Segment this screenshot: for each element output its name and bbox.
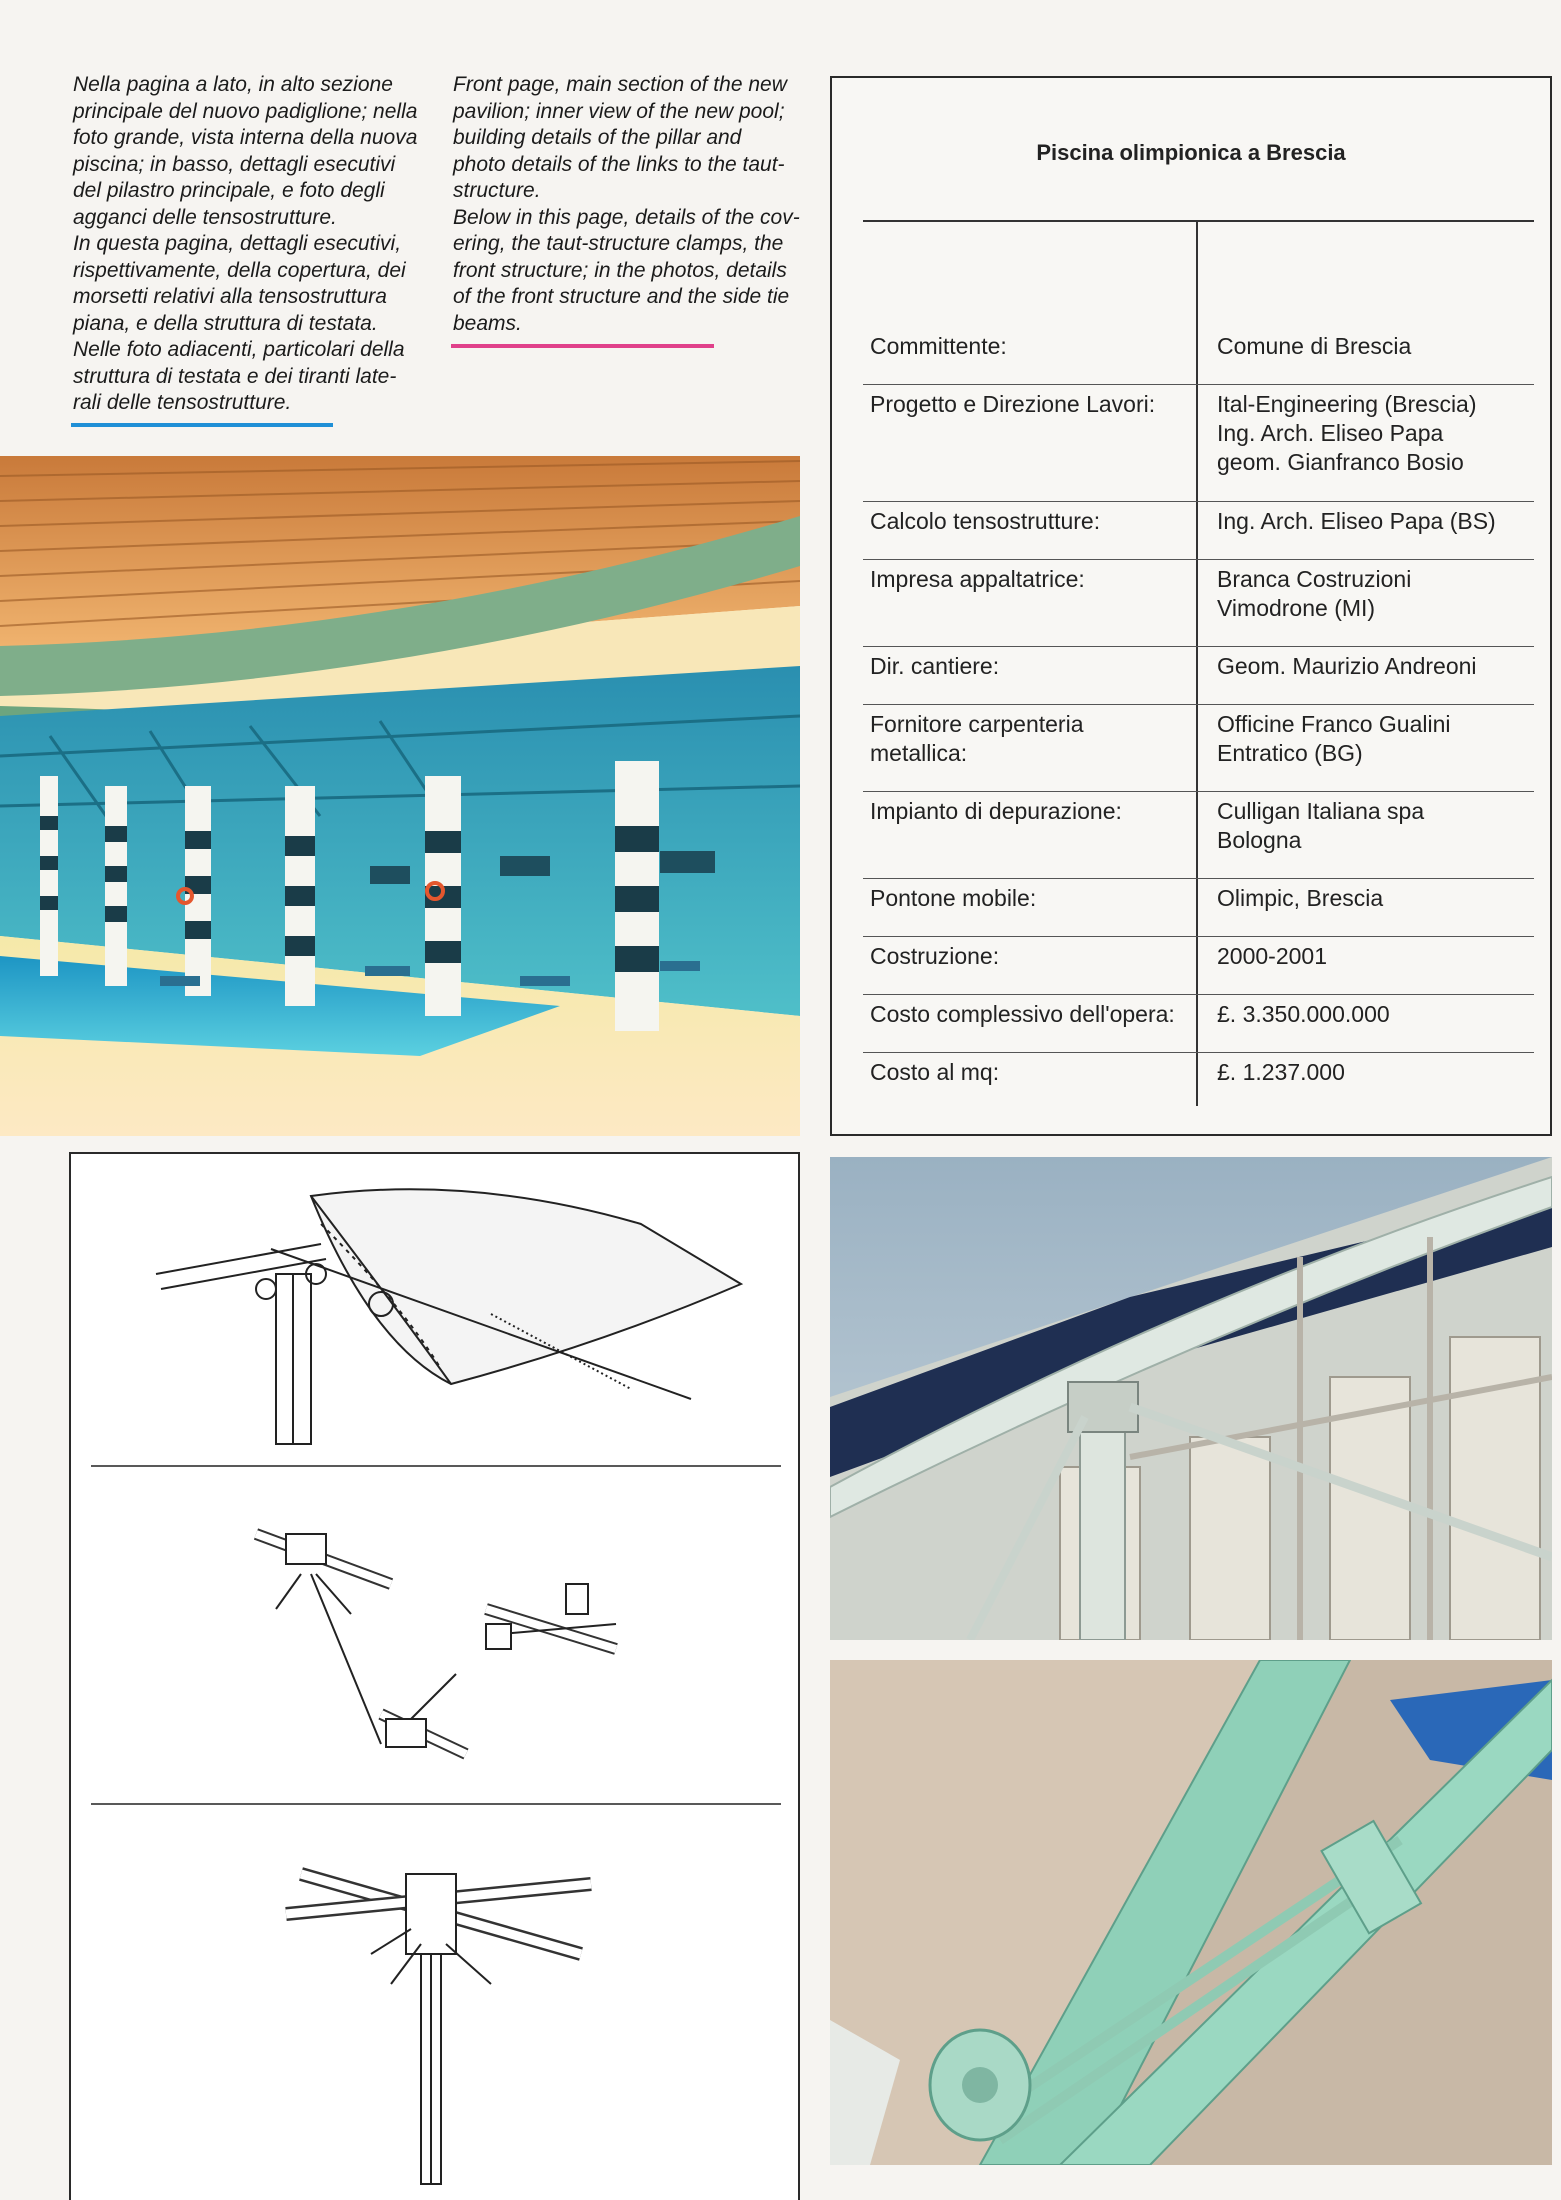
table-row	[863, 1000, 1534, 1053]
technical-drawings-panel	[69, 1152, 800, 2200]
row-value: Ing. Arch. Eliseo Papa (BS)	[1217, 508, 1496, 534]
caption-line: photo details of the links to the taut-	[453, 152, 785, 176]
table-row	[863, 507, 1534, 560]
row-label: Progetto e Direzione Lavori:	[870, 391, 1156, 417]
pool-interior-photo	[0, 456, 800, 1136]
caption-line: agganci delle tensostrutture.	[73, 205, 337, 229]
table-row	[863, 390, 1534, 502]
row-value: Culligan Italiana spa Bologna	[1217, 798, 1425, 853]
italian-caption	[73, 72, 418, 417]
table-row	[863, 652, 1534, 705]
caption-line: morsetti relativi alla tensostruttura	[73, 285, 387, 308]
row-value: Ital-Engineering (Brescia) Ing. Arch. Eliseo Papa geom. Gianfranco Bosio	[1217, 391, 1477, 475]
front-structure-photo	[830, 1157, 1552, 1640]
caption-line: ering, the taut-structure clamps, the	[453, 232, 784, 255]
row-value: Olimpic, Brescia	[1217, 885, 1384, 911]
caption-line: structure.	[453, 179, 541, 202]
row-label: Impianto di depurazione:	[870, 798, 1122, 824]
row-label: Committente:	[870, 333, 1007, 359]
blue-rule	[71, 423, 333, 427]
table-row	[863, 332, 1534, 385]
caption-line: pavilion; inner view of the new pool;	[453, 99, 785, 123]
caption-line: rali delle tensostrutture.	[73, 391, 292, 414]
row-value: Comune di Brescia	[1217, 333, 1412, 359]
row-label: Fornitore carpenteria metallica:	[870, 711, 1084, 766]
table-row	[863, 565, 1534, 647]
caption-line: of the front structure and the side tie	[453, 285, 790, 308]
pink-rule	[451, 344, 714, 348]
row-label: Impresa appaltatrice:	[870, 566, 1085, 592]
table-row	[863, 942, 1534, 995]
table-row	[863, 710, 1534, 792]
caption-line: building details of the pillar and	[453, 126, 742, 149]
side-tie-beams-photo	[830, 1660, 1552, 2165]
row-value: Officine Franco Gualini Entratico (BG)	[1217, 711, 1451, 766]
row-label: Costo complessivo dell'opera:	[870, 1001, 1175, 1027]
row-label: Dir. cantiere:	[870, 653, 1000, 679]
caption-line: Nelle foto adiacenti, particolari della	[73, 338, 405, 361]
caption-line: rispettivamente, della copertura, dei	[73, 258, 406, 282]
table-row	[863, 884, 1534, 937]
caption-line: Front page, main section of the new	[453, 73, 787, 96]
caption-line: In questa pagina, dettagli esecutivi,	[73, 232, 402, 255]
row-value: Geom. Maurizio Andreoni	[1217, 653, 1477, 679]
caption-line: beams.	[453, 311, 522, 335]
row-label: Calcolo tensostrutture:	[870, 508, 1101, 534]
row-label: Costruzione:	[870, 943, 1000, 969]
row-value: Branca Costruzioni Vimodrone (MI)	[1217, 566, 1412, 621]
row-value: 2000-2001	[1217, 943, 1327, 969]
caption-line: piana, e della struttura di testata.	[73, 311, 378, 335]
caption-line: Below in this page, details of the cov-	[453, 205, 800, 229]
caption-line: front structure; in the photos, details	[453, 258, 787, 282]
row-label: Pontone mobile:	[870, 885, 1037, 911]
project-info-table	[830, 76, 1552, 1136]
caption-line: piscina; in basso, dettagli esecutivi	[73, 152, 396, 176]
table-divider	[863, 220, 1534, 222]
table-title: Piscina olimpionica a Brescia	[1036, 140, 1346, 165]
caption-line: foto grande, vista interna della nuova	[73, 126, 418, 149]
caption-line: principale del nuovo padiglione; nella	[73, 99, 418, 123]
table-row	[863, 1058, 1534, 1106]
row-value: £. 1.237.000	[1217, 1059, 1345, 1085]
table-row	[863, 797, 1534, 879]
caption-line: Nella pagina a lato, in alto sezione	[73, 73, 393, 96]
row-label: Costo al mq:	[870, 1059, 1000, 1085]
english-caption	[453, 72, 800, 337]
caption-line: struttura di testata e dei tiranti late-	[73, 364, 397, 388]
row-value: £. 3.350.000.000	[1217, 1001, 1390, 1027]
caption-line: del pilastro principale, e foto degli	[73, 179, 385, 202]
